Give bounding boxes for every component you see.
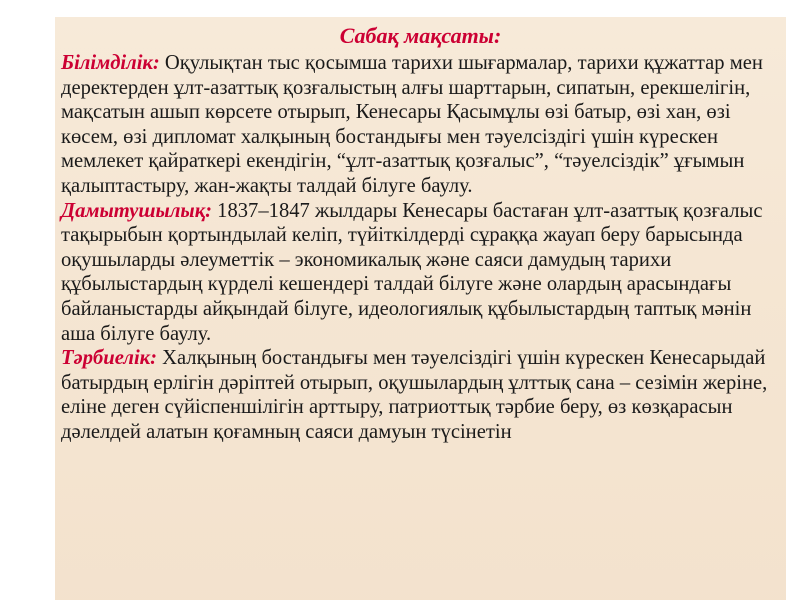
label-developmental: Дамытушылық: [61, 199, 213, 222]
objectives-body [55, 51, 786, 445]
paragraph-developmental [61, 199, 772, 347]
text-panel [55, 17, 786, 600]
text-educational: Оқулықтан тыс қосымша тарихи шығармалар, тарихи құжаттар мен деректерден ұлт-азаттық қозғалыстың алғы шарттарын, сипатын, ерекшелігін, мақсатын ашып көрсете отырып, Кенесары Қасымұлы өзі батыр, өзі хан, өзі көсем, өзі дипломат халқының бостандығы мен тәуелсіздігі үшін күрескен мемлекет қайраткері екендігін, “ұлт-азаттық қозғалыс”, “тәуелсіздік” ұғымын қалыптастыру, жан-жақты талдай білуге баулу. [61, 52, 763, 197]
text-upbringing: Халқының бостандығы мен тәуелсіздігі үшін күрескен Кенесарыдай батырдың ерлігін дәріптей отырып, оқушылардың ұлттық сана – сезімін жеріне, еліне деген сүйіспеншілігін арттыру, патриоттық тәрбие беру, өз көзқарасын дәлелдей алатын қоғамның саяси дамуын түсінетін [61, 347, 768, 443]
text-developmental: 1837–1847 жылдары Кенесары бастаған ұлт-азаттық қозғалыс тақырыбын қортындылай келіп, түйіткілдерді сұраққа жауап беру барысында оқушыларды әлеуметтік – экономикалық және саяси дамудың тарихи құбылыстардың күрделі кешендері талдай білуге және олардың арасындағы байланыстарды айқындай білуге, идеологиялық құбылыстардың таптық мәнін аша білуге баулу. [61, 199, 763, 345]
label-upbringing: Тәрбиелік: [61, 347, 157, 370]
slide-title: Сабақ мақсаты: [339, 23, 502, 48]
paragraph-educational [61, 51, 772, 199]
paragraph-upbringing [61, 346, 772, 444]
label-educational: Білімділік: [61, 52, 160, 74]
